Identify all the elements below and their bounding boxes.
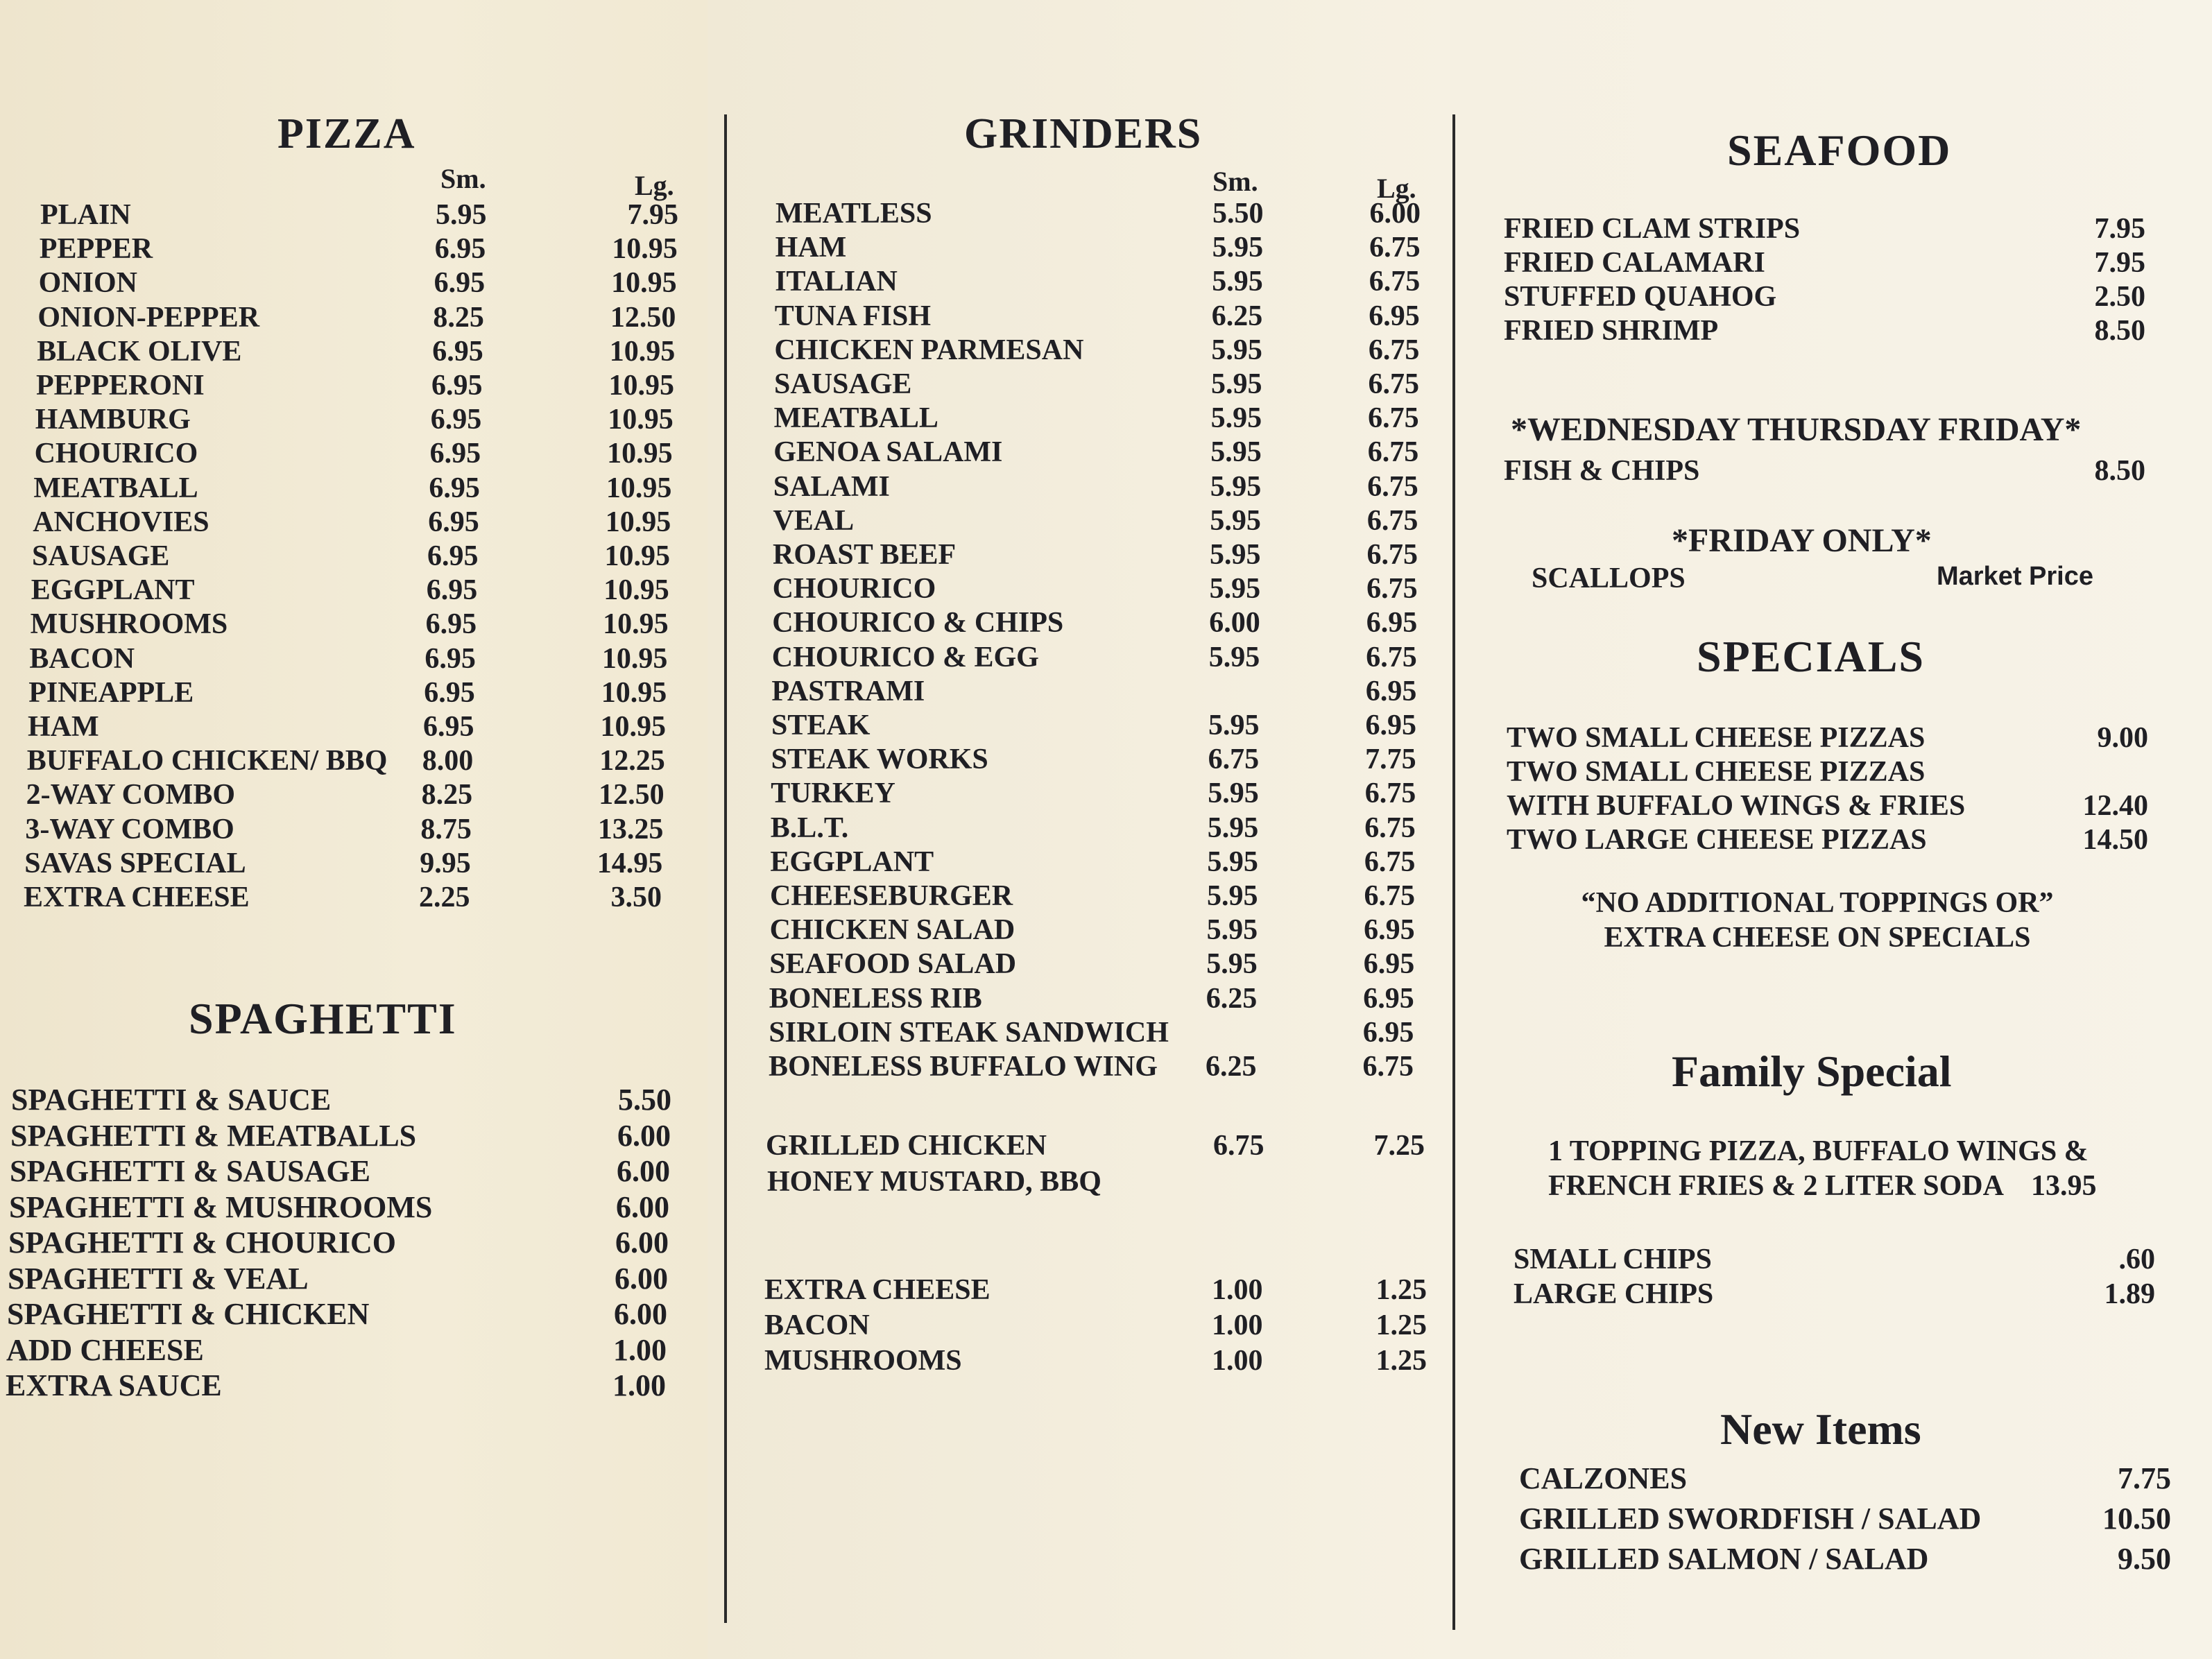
special-row xyxy=(1507,721,2148,756)
item-name: SAUSAGE xyxy=(774,368,912,400)
item-price: 6.00 xyxy=(615,1261,668,1296)
grinder-row xyxy=(773,436,1418,470)
item-price-large: 1.25 xyxy=(1375,1274,1427,1306)
spaghetti-row xyxy=(10,1118,671,1153)
grinder-row xyxy=(774,334,1419,368)
pizza-row xyxy=(28,710,666,745)
fish-chips-price: 8.50 xyxy=(2094,455,2145,487)
pizza-row xyxy=(31,574,669,608)
seafood-row xyxy=(1504,212,2145,247)
item-price-small: 5.50 xyxy=(1212,198,1264,230)
spaghetti-row xyxy=(8,1261,668,1296)
specials-note-line2: EXTRA CHEESE ON SPECIALS xyxy=(1604,922,2031,954)
scallops-name: SCALLOPS xyxy=(1532,562,1686,594)
item-price-small: 5.95 xyxy=(1210,504,1261,537)
grinder-row xyxy=(773,572,1418,607)
column-divider-right xyxy=(1452,114,1455,1630)
item-price-small: 6.95 xyxy=(432,335,483,368)
item-price-large: 10.95 xyxy=(604,540,670,572)
pizza-sm-label: Sm. xyxy=(440,163,486,194)
item-price-small: 6.00 xyxy=(1209,607,1260,639)
item-price: 1.00 xyxy=(612,1368,666,1402)
item-name: FRIED CALAMARI xyxy=(1504,247,1765,279)
spaghetti-row xyxy=(7,1296,667,1331)
item-price: 6.00 xyxy=(614,1297,667,1331)
item-price-small: 5.95 xyxy=(1211,334,1262,366)
item-name: TUNA FISH xyxy=(774,300,932,332)
item-price-small: 6.25 xyxy=(1211,300,1263,332)
item-name: CHICKEN SALAD xyxy=(769,914,1015,947)
item-price-small: 5.95 xyxy=(1209,573,1261,605)
item-price-large: 7.95 xyxy=(627,199,678,231)
item-price-large: 6.75 xyxy=(1366,641,1417,673)
item-price: 7.95 xyxy=(2094,247,2145,279)
item-name: BONELESS BUFFALO WING xyxy=(769,1051,1158,1083)
grinder-row xyxy=(772,606,1417,641)
item-price: 10.50 xyxy=(2102,1502,2171,1536)
item-price-large: 6.95 xyxy=(1364,914,1415,947)
item-name: BUFFALO CHICKEN/ BBQ xyxy=(26,745,388,777)
grinders-sm-label: Sm. xyxy=(1212,166,1258,197)
item-name: CHEESEBURGER xyxy=(770,880,1013,912)
pizza-row xyxy=(28,676,667,711)
item-price: 8.50 xyxy=(2094,315,2145,347)
item-name: EGGPLANT xyxy=(770,845,934,878)
item-price-large: 3.50 xyxy=(610,882,662,913)
item-name: MEATBALL xyxy=(773,402,938,435)
item-price: 9.00 xyxy=(2097,722,2148,754)
item-name: PEPPER xyxy=(39,233,153,266)
seafood-row xyxy=(1504,246,2145,281)
pizza-row xyxy=(40,232,678,267)
item-price: 7.95 xyxy=(2094,213,2145,245)
item-price-small: 6.95 xyxy=(434,233,486,266)
item-price-small: 5.95 xyxy=(1207,845,1258,878)
item-price-large: 6.75 xyxy=(1364,777,1416,810)
item-price-small: 6.95 xyxy=(428,506,479,538)
spaghetti-heading: SPAGHETTI xyxy=(189,994,457,1043)
item-name: BACON xyxy=(29,642,135,675)
item-name: SPAGHETTI & MUSHROOMS xyxy=(9,1189,433,1224)
item-price-small: 5.95 xyxy=(1208,641,1260,673)
item-price-small: 8.00 xyxy=(422,745,474,777)
item-price-large: 6.75 xyxy=(1367,436,1419,469)
item-price-large: 6.75 xyxy=(1368,402,1419,435)
spaghetti-row xyxy=(10,1153,670,1188)
item-price-large: 1.25 xyxy=(1375,1309,1427,1341)
item-name: CHOURICO xyxy=(34,438,198,470)
item-price-small: 6.95 xyxy=(430,404,482,436)
item-price: 7.75 xyxy=(2118,1461,2171,1495)
item-price-small: 5.95 xyxy=(1208,777,1259,810)
item-price-large: 10.95 xyxy=(605,506,671,538)
grinder-row xyxy=(769,982,1414,1017)
family-special-price: 13.95 xyxy=(2031,1170,2097,1202)
wed-thu-fri-heading: *WEDNESDAY THURSDAY FRIDAY* xyxy=(1511,411,2082,448)
item-price-large: 10.95 xyxy=(603,574,669,607)
item-price-small: 1.00 xyxy=(1212,1274,1263,1306)
spaghetti-row xyxy=(9,1189,669,1224)
item-price-small: 6.75 xyxy=(1208,743,1260,776)
item-name: MEATLESS xyxy=(775,198,932,230)
chips-row xyxy=(1514,1243,2155,1278)
scallops-row xyxy=(1532,562,2093,596)
item-price-large: 10.95 xyxy=(609,335,676,368)
new-item-row xyxy=(1519,1501,2171,1536)
item-name: STEAK WORKS xyxy=(771,743,988,776)
family-special-heading: Family Special xyxy=(1672,1047,1952,1096)
grilled-chicken-lg: 7.25 xyxy=(1373,1130,1425,1162)
grinder-row xyxy=(769,1050,1414,1085)
item-name: SEAFOOD SALAD xyxy=(769,948,1017,981)
item-name: ROAST BEEF xyxy=(773,539,957,571)
pizza-row xyxy=(35,437,673,472)
item-price-small: 6.95 xyxy=(434,267,486,300)
grinder-row xyxy=(771,709,1416,743)
item-price-large: 6.95 xyxy=(1362,1016,1414,1049)
grinder-row xyxy=(772,641,1417,676)
item-name: VEAL xyxy=(773,504,855,537)
item-name: BONELESS RIB xyxy=(769,982,982,1015)
grinder-row xyxy=(771,675,1416,710)
item-name: ITALIAN xyxy=(775,266,898,298)
item-price-small: 5.95 xyxy=(1212,266,1263,298)
item-price-small: 5.95 xyxy=(1207,811,1259,844)
item-price-small: 6.95 xyxy=(426,574,478,607)
item-price-small: 8.25 xyxy=(433,301,484,334)
item-name: SAVAS SPECIAL xyxy=(24,847,246,879)
item-price-large: 6.75 xyxy=(1369,232,1421,264)
item-price: 6.00 xyxy=(616,1189,669,1224)
item-name: 2-WAY COMBO xyxy=(26,779,235,811)
item-price-large: 1.25 xyxy=(1375,1345,1427,1377)
item-price-large: 6.75 xyxy=(1364,880,1415,912)
item-price: 14.50 xyxy=(2082,824,2148,856)
item-name: ANCHOVIES xyxy=(33,506,209,538)
grinder-row xyxy=(775,231,1421,266)
grinder-row xyxy=(774,368,1419,402)
grinder-row xyxy=(773,538,1418,573)
item-name: GRILLED SALMON / SALAD xyxy=(1519,1542,1929,1576)
item-price-large: 6.00 xyxy=(1369,198,1421,230)
item-price-large: 10.95 xyxy=(603,608,669,641)
spaghetti-row xyxy=(11,1082,671,1117)
item-price-small: 6.95 xyxy=(423,711,474,743)
item-name: CALZONES xyxy=(1519,1461,1688,1495)
item-price: 12.40 xyxy=(2082,790,2148,822)
item-price-large: 6.95 xyxy=(1365,710,1416,741)
item-name: BLACK OLIVE xyxy=(37,335,242,368)
item-price-large: 6.95 xyxy=(1369,300,1420,332)
item-name: BACON xyxy=(764,1309,870,1341)
item-name: SPAGHETTI & VEAL xyxy=(8,1261,309,1296)
item-price-large: 10.95 xyxy=(607,438,673,470)
item-name: FRIED SHRIMP xyxy=(1504,315,1719,347)
item-name: GRILLED SWORDFISH / SALAD xyxy=(1519,1502,1982,1536)
grinder-row xyxy=(774,402,1419,436)
grinder-row xyxy=(769,947,1414,982)
item-name: 3-WAY COMBO xyxy=(25,813,234,845)
fish-chips-name: FISH & CHIPS xyxy=(1504,455,1700,487)
new-items-heading: New Items xyxy=(1720,1404,1921,1454)
item-price-small: 6.95 xyxy=(429,472,480,504)
item-price-small: 5.95 xyxy=(1212,232,1264,264)
pizza-row xyxy=(40,198,678,233)
item-name: B.L.T. xyxy=(770,811,849,844)
grilled-chicken-name: GRILLED CHICKEN xyxy=(766,1130,1047,1162)
item-price-large: 6.95 xyxy=(1365,675,1417,707)
item-price-small: 5.95 xyxy=(1210,470,1262,503)
item-price-large: 10.95 xyxy=(608,404,674,436)
item-name: ONION xyxy=(38,267,137,300)
new-item-row xyxy=(1519,1461,2171,1495)
item-price-small: 9.95 xyxy=(420,847,471,879)
item-price-large: 6.75 xyxy=(1362,1051,1414,1083)
grinder-row xyxy=(771,777,1416,811)
fish-chips-row xyxy=(1504,454,2145,489)
item-price: 6.00 xyxy=(617,1118,671,1153)
item-name: ONION-PEPPER xyxy=(37,301,260,334)
item-name: MEATBALL xyxy=(33,472,198,504)
item-name: EXTRA CHEESE xyxy=(24,882,250,913)
item-name: SMALL CHIPS xyxy=(1514,1244,1712,1275)
item-name: TWO SMALL CHEESE PIZZAS xyxy=(1507,756,1926,788)
item-price-large: 6.95 xyxy=(1363,948,1415,981)
item-name: EXTRA CHEESE xyxy=(764,1274,991,1306)
item-name: WITH BUFFALO WINGS & FRIES xyxy=(1507,790,1966,822)
item-name: GENOA SALAMI xyxy=(773,436,1003,469)
item-price-small: 8.25 xyxy=(421,779,473,811)
item-price-large: 10.95 xyxy=(606,472,672,504)
item-name: TURKEY xyxy=(771,777,895,810)
grinder-row xyxy=(770,879,1415,914)
grinder-row xyxy=(769,1016,1414,1051)
item-name: PLAIN xyxy=(40,199,131,231)
item-name: SPAGHETTI & SAUSAGE xyxy=(10,1154,370,1188)
item-name: LARGE CHIPS xyxy=(1514,1278,1714,1310)
item-name: SPAGHETTI & CHOURICO xyxy=(8,1226,397,1260)
grinder-row xyxy=(773,470,1418,505)
item-price: 6.00 xyxy=(617,1154,670,1188)
item-name: SAUSAGE xyxy=(32,540,170,572)
grinders-heading: GRINDERS xyxy=(964,110,1203,157)
item-price-small: 5.95 xyxy=(1207,880,1258,912)
item-name: TWO SMALL CHEESE PIZZAS xyxy=(1507,722,1926,754)
item-price: 2.50 xyxy=(2094,281,2145,313)
family-special-line2: FRENCH FRIES & 2 LITER SODA xyxy=(1548,1170,2004,1202)
grinder-row xyxy=(775,197,1421,232)
pizza-row xyxy=(33,472,671,506)
grilled-chicken-row xyxy=(766,1129,1425,1164)
pizza-row xyxy=(31,608,669,642)
item-price-large: 10.95 xyxy=(608,370,674,402)
item-price-large: 14.95 xyxy=(597,847,663,879)
chips-row xyxy=(1514,1278,2155,1312)
item-name: EXTRA SAUCE xyxy=(6,1368,222,1402)
grinder-row xyxy=(770,913,1415,948)
grinders-lg-label: Lg. xyxy=(1377,173,1416,204)
item-name: PASTRAMI xyxy=(771,675,925,707)
grilled-chicken-sauces: HONEY MUSTARD, BBQ xyxy=(767,1166,1101,1198)
item-name: MUSHROOMS xyxy=(30,608,228,641)
item-price-large: 10.95 xyxy=(601,642,668,675)
item-price-small: 2.25 xyxy=(419,882,470,913)
item-name: CHOURICO xyxy=(772,573,936,605)
specials-heading: SPECIALS xyxy=(1697,632,1925,681)
item-price-small: 6.95 xyxy=(425,642,476,675)
family-special-line1: 1 TOPPING PIZZA, BUFFALO WINGS & xyxy=(1548,1135,2089,1167)
item-price-large: 10.95 xyxy=(600,711,666,743)
special-row xyxy=(1507,789,2148,824)
item-price-large: 10.95 xyxy=(612,233,678,266)
special-row xyxy=(1507,755,2148,790)
grilled-chicken-sm: 6.75 xyxy=(1213,1130,1264,1162)
pizza-row xyxy=(39,266,677,301)
item-name: HAM xyxy=(775,232,847,264)
pizza-row xyxy=(36,369,674,404)
item-price-large: 6.95 xyxy=(1363,982,1414,1015)
grinder-row xyxy=(771,743,1416,777)
item-price-small: 8.75 xyxy=(420,813,472,845)
item-name: HAMBURG xyxy=(35,404,191,436)
item-price: .60 xyxy=(2118,1244,2155,1275)
grinder-row xyxy=(771,811,1416,846)
item-price-large: 6.75 xyxy=(1364,811,1416,844)
item-name: CHICKEN PARMESAN xyxy=(774,334,1084,366)
item-price: 6.00 xyxy=(615,1226,669,1260)
item-name: SPAGHETTI & MEATBALLS xyxy=(10,1118,417,1153)
item-name: EGGPLANT xyxy=(31,574,195,607)
grinder-row xyxy=(773,504,1418,539)
new-item-row xyxy=(1519,1541,2171,1576)
pizza-lg-label: Lg. xyxy=(635,170,674,201)
item-name: SALAMI xyxy=(773,470,890,503)
grinder-row xyxy=(775,300,1420,334)
item-name: STEAK xyxy=(771,710,871,741)
item-price-small: 6.95 xyxy=(424,676,475,709)
item-price-small: 5.95 xyxy=(1210,402,1262,435)
item-price: 9.50 xyxy=(2118,1542,2171,1576)
item-name: PINEAPPLE xyxy=(28,676,194,709)
item-price-large: 13.25 xyxy=(597,813,664,845)
item-price-large: 6.95 xyxy=(1366,607,1418,639)
pizza-row xyxy=(24,847,662,882)
item-price-small: 6.95 xyxy=(425,608,477,641)
pizza-row xyxy=(27,744,665,779)
item-price: 1.00 xyxy=(613,1332,667,1367)
spaghetti-row xyxy=(8,1225,669,1260)
item-price-large: 6.75 xyxy=(1366,504,1418,537)
item-price-small: 6.25 xyxy=(1206,1051,1257,1083)
item-price-small: 5.95 xyxy=(1206,914,1258,947)
spaghetti-row xyxy=(6,1368,666,1402)
item-price-large: 12.50 xyxy=(610,301,676,334)
item-price-small: 5.95 xyxy=(1208,710,1260,741)
pizza-row xyxy=(26,778,665,813)
pizza-row xyxy=(32,540,670,574)
item-name: CHOURICO & CHIPS xyxy=(772,607,1064,639)
grinder-extra-row xyxy=(764,1309,1427,1343)
item-name: ADD CHEESE xyxy=(6,1332,204,1367)
item-name: SIRLOIN STEAK SANDWICH xyxy=(769,1016,1169,1049)
pizza-row xyxy=(37,301,676,336)
item-price-large: 10.95 xyxy=(611,267,677,300)
item-price-small: 6.95 xyxy=(429,438,481,470)
item-name: FRIED CLAM STRIPS xyxy=(1504,213,1801,245)
pizza-row xyxy=(35,403,674,438)
item-price-large: 6.75 xyxy=(1367,470,1418,503)
item-name: TWO LARGE CHEESE PIZZAS xyxy=(1507,824,1927,856)
pizza-row xyxy=(37,335,675,370)
item-price-large: 6.75 xyxy=(1366,539,1418,571)
item-price-small: 6.95 xyxy=(427,540,479,572)
specials-note-line1: “NO ADDITIONAL TOPPINGS OR” xyxy=(1581,887,2054,919)
item-price-large: 6.75 xyxy=(1366,573,1418,605)
column-divider-left xyxy=(724,114,727,1623)
seafood-heading: SEAFOOD xyxy=(1727,126,1952,175)
item-price-small: 5.95 xyxy=(1210,539,1261,571)
special-row xyxy=(1507,823,2148,858)
grinder-row xyxy=(770,845,1415,880)
item-price-small: 6.25 xyxy=(1206,982,1258,1015)
grinder-row xyxy=(775,265,1420,300)
item-price: 5.50 xyxy=(618,1083,671,1117)
item-price-large: 12.50 xyxy=(599,779,665,811)
scallops-price: Market Price xyxy=(1936,562,2093,591)
pizza-row xyxy=(29,642,667,677)
item-price-small: 1.00 xyxy=(1212,1309,1263,1341)
item-price-large: 6.75 xyxy=(1368,368,1419,400)
item-price-large: 12.25 xyxy=(599,745,665,777)
item-price-large: 6.75 xyxy=(1369,266,1421,298)
item-price-large: 7.75 xyxy=(1365,743,1416,776)
item-price-small: 5.95 xyxy=(436,199,487,231)
pizza-row xyxy=(24,881,662,916)
item-price-small: 1.00 xyxy=(1212,1345,1263,1377)
item-name: HAM xyxy=(28,711,99,743)
item-price-small: 6.95 xyxy=(431,370,483,402)
item-price-small: 5.95 xyxy=(1210,436,1262,469)
item-price-small: 5.95 xyxy=(1211,368,1262,400)
item-name: STUFFED QUAHOG xyxy=(1504,281,1777,313)
item-name: CHOURICO & EGG xyxy=(771,641,1039,673)
item-name: MUSHROOMS xyxy=(764,1345,962,1377)
seafood-row xyxy=(1504,314,2145,349)
spaghetti-row xyxy=(6,1332,667,1367)
item-name: SPAGHETTI & SAUCE xyxy=(11,1083,332,1117)
grinder-extra-row xyxy=(764,1344,1427,1379)
item-price: 1.89 xyxy=(2104,1278,2155,1310)
item-price-small: 5.95 xyxy=(1206,948,1258,981)
pizza-row xyxy=(33,506,671,540)
item-price-large: 10.95 xyxy=(601,676,667,709)
pizza-heading: PIZZA xyxy=(277,110,416,157)
grinder-extra-row xyxy=(764,1273,1427,1308)
pizza-row xyxy=(25,813,663,848)
item-price-large: 6.75 xyxy=(1364,845,1416,878)
friday-only-heading: *FRIDAY ONLY* xyxy=(1672,522,1932,559)
item-price-large: 6.75 xyxy=(1368,334,1420,366)
seafood-row xyxy=(1504,280,2145,315)
item-name: PEPPERONI xyxy=(36,370,205,402)
item-name: SPAGHETTI & CHICKEN xyxy=(7,1297,370,1331)
